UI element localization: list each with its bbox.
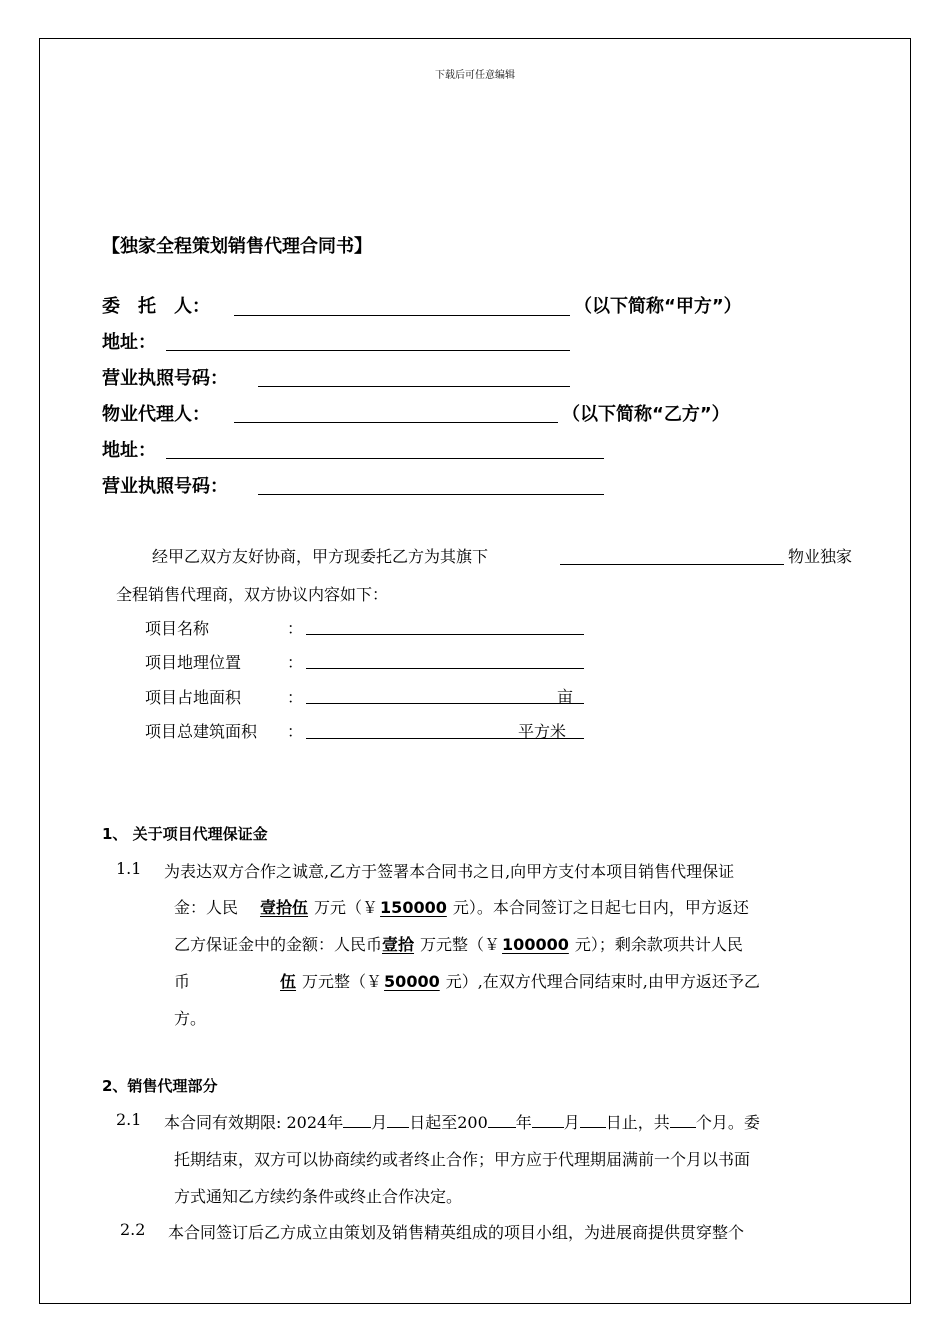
project-location-blank[interactable] [306, 668, 584, 669]
clause-1-1-line2 [174, 895, 749, 918]
license2-blank[interactable] [258, 494, 604, 495]
contract-title: 【独家全程策划销售代理合同书】 [102, 236, 372, 257]
project-name-label: 项目名称 [145, 619, 210, 638]
project-land-label: 项目占地面积 [145, 688, 242, 707]
license1-label: 营业执照号码： [102, 368, 228, 389]
start-day-blank[interactable] [387, 1113, 409, 1128]
clause-1-1-line2-b: 万元（￥ [314, 898, 379, 917]
term-text-b: 月 [371, 1113, 388, 1132]
clause-1-1-line3-b: 万元整（￥ [420, 935, 501, 954]
clause-1-1-line2-a: 金：人民 [174, 898, 239, 917]
clause-2-1-line1 [164, 1110, 760, 1133]
end-year-blank[interactable] [488, 1113, 516, 1128]
project-land-unit: 亩 [557, 687, 574, 706]
term-text-a: 本合同有效期限: 2024年 [164, 1113, 344, 1132]
term-text-d: 年 [515, 1113, 532, 1132]
project-location-colon: ： [287, 653, 304, 672]
remaining-number: 50000 [384, 972, 440, 991]
address1-blank[interactable] [166, 350, 570, 351]
license1-blank[interactable] [258, 386, 570, 387]
clause-1-1-number: 1.1 [116, 859, 142, 878]
refund-number: 100000 [502, 935, 569, 954]
project-build-unit: 平方米 [518, 722, 567, 741]
clause-1-1-line4-b: 万元整（￥ [302, 972, 383, 991]
clause-1-1-line5: 方。 [174, 1009, 207, 1028]
section2-heading: 2、销售代理部分 [102, 1077, 218, 1095]
address2-blank[interactable] [166, 458, 604, 459]
agent-suffix: （以下简称“乙方”） [562, 404, 730, 425]
intro-line1-a: 经甲乙双方友好协商，甲方现委托乙方为其旗下 [152, 547, 489, 566]
agent-label: 物业代理人： [102, 404, 210, 425]
project-build-label: 项目总建筑面积 [145, 722, 258, 741]
address2-label: 地址： [102, 440, 156, 461]
clause-1-1-line2-c: 元）。本合同签订之日起七日内，甲方返还 [452, 898, 749, 917]
term-text-c: 日起至200 [409, 1113, 488, 1132]
project-land-colon: ： [287, 688, 304, 707]
license2-label: 营业执照号码： [102, 476, 228, 497]
start-month-blank[interactable] [343, 1113, 371, 1128]
agent-blank[interactable] [234, 422, 558, 423]
address1-label: 地址： [102, 332, 156, 353]
clause-1-1-line4-a: 币 [174, 972, 191, 991]
clause-2-1-line2: 托期结束，双方可以协商续约或者终止合作；甲方应于代理期届满前一个月以书面 [174, 1150, 751, 1169]
property-blank[interactable] [560, 564, 784, 565]
section1-heading: 1、 关于项目代理保证金 [102, 825, 268, 843]
deposit-total-number: 150000 [380, 898, 447, 917]
project-name-blank[interactable] [306, 634, 584, 635]
intro-line1-b: 物业独家 [788, 547, 853, 566]
intro-line2: 全程销售代理商，双方协议内容如下： [116, 585, 389, 604]
end-day-blank[interactable] [580, 1113, 606, 1128]
clause-2-1-line3: 方式通知乙方续约条件或终止合作决定。 [174, 1187, 463, 1206]
clause-1-1-line3-c: 元）；剩余款项共计人民 [574, 935, 743, 954]
refund-words: 壹拾 [382, 935, 415, 954]
client-suffix: （以下简称“甲方”） [574, 296, 742, 317]
clause-2-1-number: 2.1 [116, 1110, 142, 1129]
clause-1-1-line1: 为表达双方合作之诚意,乙方于签署本合同书之日,向甲方支付本项目销售代理保证 [164, 862, 735, 881]
clause-2-2-line1: 本合同签订后乙方成立由策划及销售精英组成的项目小组，为进展商提供贯穿整个 [168, 1223, 745, 1242]
term-text-f: 日止，共 [605, 1113, 670, 1132]
remaining-words: 伍 [280, 972, 297, 991]
months-blank[interactable] [670, 1113, 696, 1128]
term-text-e: 月 [563, 1113, 580, 1132]
client-label: 委 托 人： [102, 296, 210, 317]
project-land-blank[interactable] [306, 703, 584, 704]
clause-1-1-line3-a: 乙方保证金中的金额：人民币 [174, 935, 383, 954]
client-blank[interactable] [234, 315, 570, 316]
project-build-colon: ： [287, 722, 304, 741]
clause-1-1-line4-c: 元）,在双方代理合同结束时,由甲方返还予乙 [445, 972, 760, 991]
clause-1-1-line3 [174, 932, 743, 955]
end-month-blank[interactable] [532, 1113, 564, 1128]
project-name-colon: ： [287, 619, 304, 638]
header-note: 下载后可任意编辑 [435, 70, 515, 81]
clause-2-2-number: 2.2 [120, 1220, 146, 1239]
project-location-label: 项目地理位置 [145, 653, 242, 672]
term-text-g: 个月。委 [695, 1113, 760, 1132]
deposit-total-words: 壹拾伍 [260, 898, 309, 917]
clause-1-1-line4 [174, 969, 760, 992]
